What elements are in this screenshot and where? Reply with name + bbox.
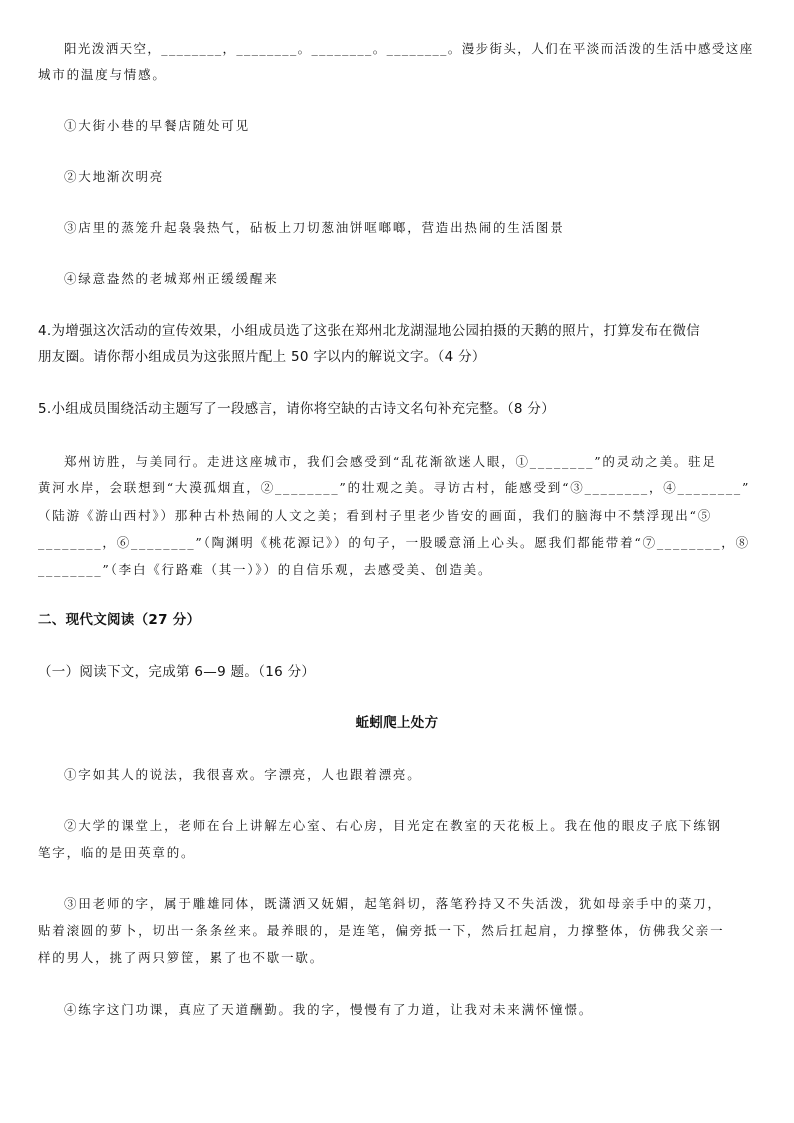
question-5-passage-line-2: 黄河水岸，会联想到“大漠孤烟直，②________”的壮观之美。寻访古村，能感受到“③________，④________” xyxy=(38,480,751,495)
question-5-passage-line-5: ________”（李白《行路难（其一）》）的自信乐观，去感受美、创造美。 xyxy=(38,562,493,577)
article-paragraph-4: ④练字这门功课，真应了天道酬勤。我的字，慢慢有了力道，让我对未来满怀憧憬。 xyxy=(64,1002,594,1017)
intro-line-2: 城市的温度与情感。 xyxy=(38,67,167,82)
section-2-heading: 二、现代文阅读（27 分） xyxy=(38,612,201,628)
article-paragraph-1: ①字如其人的说法，我很喜欢。字漂亮，人也跟着漂亮。 xyxy=(64,767,422,782)
article-paragraph-2-line-1: ②大学的课堂上，老师在台上讲解左心室、右心房，目光定在教室的天花板上。我在他的眼皮子底下练钢 xyxy=(64,818,722,833)
question-5-passage-line-4: ________，⑥________”（陶渊明《桃花源记》）的句子，一股暖意涌上心头。愿我们都能带着“⑦________，⑧ xyxy=(38,535,750,550)
question-5-passage-line-3: （陆游《游山西村》）那种古朴热闹的人文之美；看到村子里老少皆安的画面，我们的脑海中不禁浮现出“⑤ xyxy=(38,508,713,523)
intro-line-1: 阳光泼洒天空，________，________。________。________。漫步街头，人们在平淡而活泼的生活中感受这座 xyxy=(64,41,754,56)
question-5-prompt: 5.小组成员围绕活动主题写了一段感言，请你将空缺的古诗文名句补充完整。（8 分） xyxy=(38,401,556,417)
option-2: ②大地渐次明亮 xyxy=(64,169,165,184)
question-4-line-1: 4.为增强这次活动的宣传效果，小组成员选了这张在郑州北龙湖湿地公园拍摄的天鹅的照片，打算发布在微信 xyxy=(38,323,701,339)
option-4: ④绿意盎然的老城郑州正缓缓醒来 xyxy=(64,271,279,286)
article-paragraph-3-line-1: ③田老师的字，属于雕雄同体，既潇洒又妩媚，起笔斜切，落笔矜持又不失活泼，犹如母亲手中的菜刀， xyxy=(64,896,722,911)
article-paragraph-3-line-2: 贴着滚圆的萝卜，切出一条条丝来。最养眼的，是连笔，偏旁抵一下，然后扛起肩，力撑整体，仿佛我父亲一 xyxy=(38,923,725,938)
article-paragraph-2-line-2: 笔字，临的是田英章的。 xyxy=(38,845,196,860)
question-5-passage-line-1: 郑州访胜，与美同行。走进这座城市，我们会感受到“乱花渐欲迷人眼，①________”的灵动之美。驻足 xyxy=(64,454,717,469)
option-1: ①大街小巷的早餐店随处可见 xyxy=(64,118,250,133)
article-paragraph-3-line-3: 样的男人，挑了两只箩筐，累了也不歇一歇。 xyxy=(38,950,325,965)
section-2-subheading: （一）阅读下文，完成第 6—9 题。（16 分） xyxy=(38,664,316,680)
option-3: ③店里的蒸笼升起袅袅热气，砧板上刀切葱油饼哐啷啷，营造出热闹的生活图景 xyxy=(64,220,565,235)
question-4-line-2: 朋友圈。请你帮小组成员为这张照片配上 50 字以内的解说文字。（4 分） xyxy=(38,349,486,365)
article-title: 蚯蚓爬上处方 xyxy=(355,715,439,731)
